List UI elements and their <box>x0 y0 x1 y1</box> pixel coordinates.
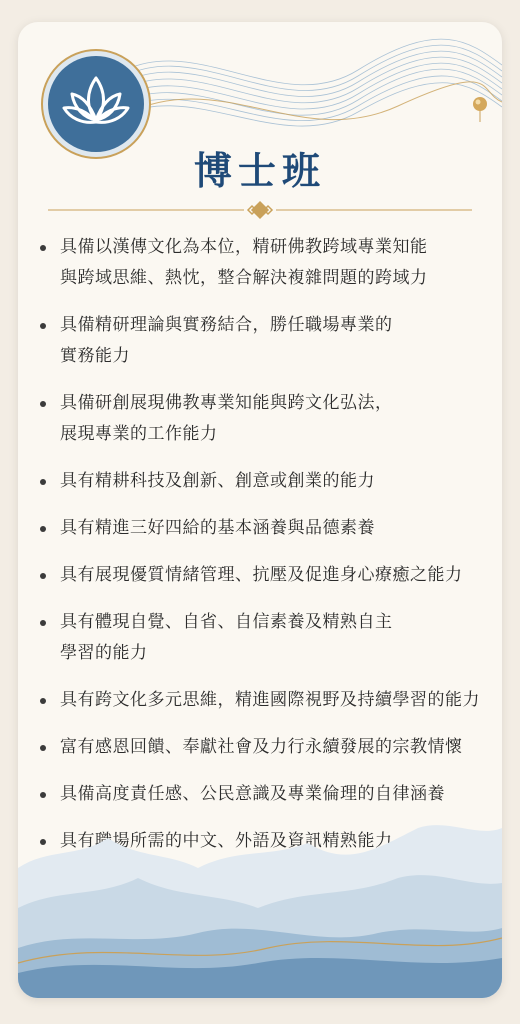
title-divider <box>48 200 472 220</box>
gold-bead <box>470 94 490 124</box>
bullet-icon <box>40 745 46 751</box>
list-item <box>38 310 502 372</box>
list-item-text: 與跨域思維、熱忱，整合解決複雜問題的跨域力 <box>60 268 428 288</box>
list-item-text: 具備研創展現佛教專業知能與跨文化弘法， <box>60 393 393 413</box>
list-item <box>38 685 502 716</box>
list-item-text: 具備以漢傳文化為本位，精研佛教跨域專業知能 <box>60 237 428 257</box>
page-title: 博士班 <box>193 148 326 193</box>
list-item <box>38 232 502 294</box>
list-item-text: 具有精耕科技及創新、創意或創業的能力 <box>60 471 375 491</box>
list-item <box>38 513 502 544</box>
list-item-text: 具有跨文化多元思維，精進國際視野及持續學習的能力 <box>60 690 480 710</box>
list-item-text: 具備高度責任感、公民意識及專業倫理的自律涵養 <box>60 784 445 804</box>
list-item <box>38 732 502 763</box>
program-card <box>18 22 502 998</box>
list-item-text: 實務能力 <box>60 346 130 366</box>
bullet-icon <box>40 526 46 532</box>
list-item-text: 展現專業的工作能力 <box>60 424 218 444</box>
list-item-text: 富有感恩回饋、奉獻社會及力行永續發展的宗教情懷 <box>60 737 463 757</box>
bullet-icon <box>40 573 46 579</box>
list-item-text: 具備精研理論與實務結合，勝任職場專業的 <box>60 315 393 335</box>
list-item <box>38 466 502 497</box>
list-item <box>38 607 502 669</box>
bullet-icon <box>40 245 46 251</box>
list-item-text: 具有展現優質情緒管理、抗壓及促進身心療癒之能力 <box>60 565 463 585</box>
list-item <box>38 560 502 591</box>
list-item-text: 具有職場所需的中文、外語及資訊精熟能力 <box>60 831 393 851</box>
decorative-mountains <box>18 798 502 998</box>
list-item-text: 具有體現自覺、自省、自信素養及精熟自主 <box>60 612 393 632</box>
list-item <box>38 388 502 450</box>
bullet-icon <box>40 401 46 407</box>
list-item-text: 具有精進三好四給的基本涵養與品德素養 <box>60 518 375 538</box>
list-item-text: 學習的能力 <box>60 643 148 663</box>
bullet-icon <box>40 620 46 626</box>
bullet-icon <box>40 479 46 485</box>
bullet-icon <box>40 698 46 704</box>
bullet-icon <box>40 323 46 329</box>
diamond-ornament-icon <box>248 202 272 218</box>
